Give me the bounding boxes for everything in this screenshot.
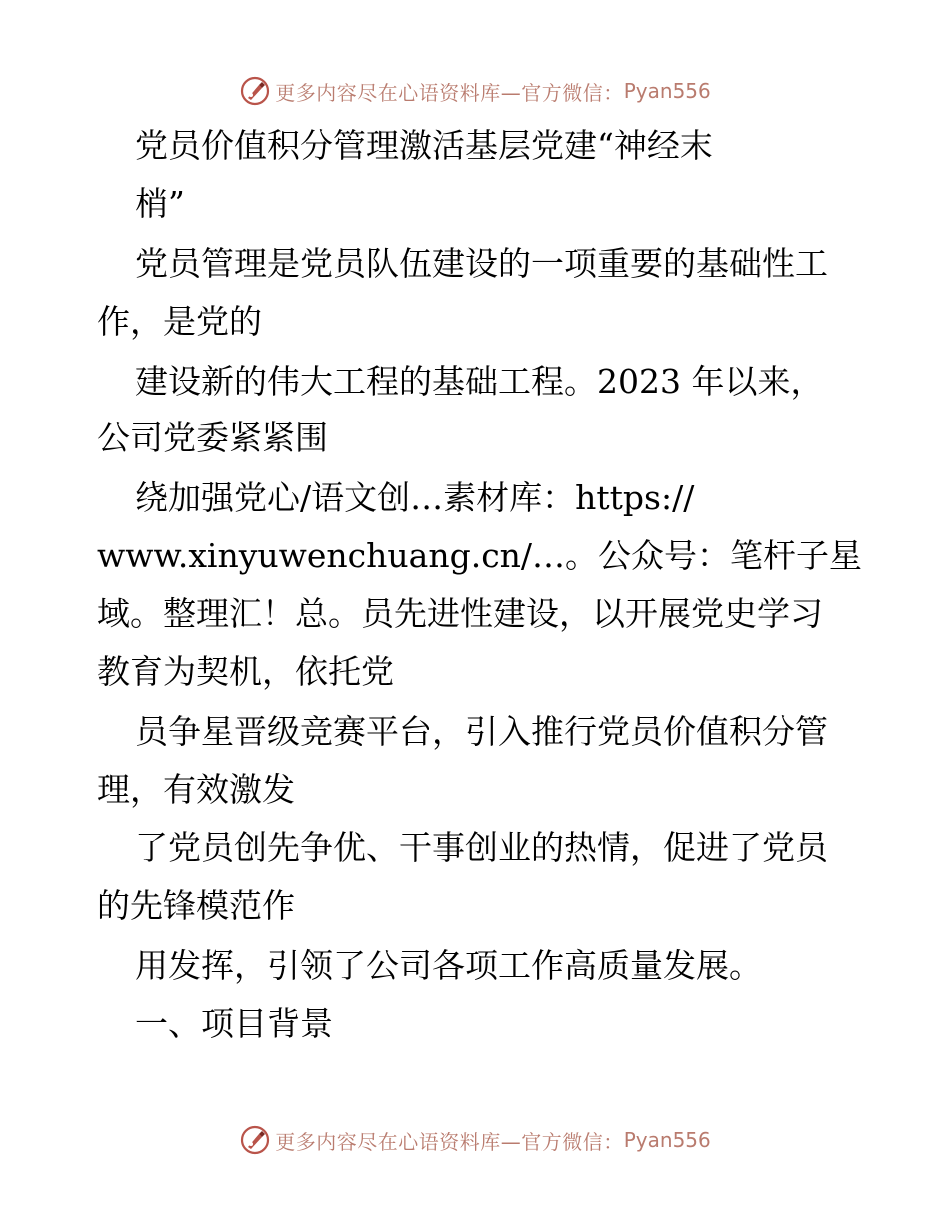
paragraph-line: 用发挥，引领了公司各项工作高质量发展。: [135, 946, 762, 985]
paragraph-line: 的先锋模范作: [97, 886, 295, 925]
title-line-1: 党员价值积分管理激活基层党建“神经末: [135, 126, 713, 165]
watermark-text: 更多内容尽在心语资料库—官方微信：: [275, 80, 624, 105]
footer-watermark: [0, 1123, 950, 1157]
paragraph-line: 教育为契机，依托党: [97, 652, 394, 691]
watermark-wechat-id: Pyan556: [623, 1128, 711, 1152]
paragraph-line: 作，是党的: [97, 302, 262, 341]
watermark-wechat-id: Pyan556: [623, 79, 711, 103]
paragraph-line: 建设新的伟大工程的基础工程。2023 年以来，: [135, 362, 824, 401]
paragraph-line: 域。整理汇！总。员先进性建设，以开展党史学习: [97, 594, 823, 633]
header-watermark: [0, 74, 950, 108]
paragraph-line: 员争星晋级竞赛平台，引入推行党员价值积分管: [135, 712, 828, 751]
section-heading: 一、项目背景: [135, 1004, 333, 1043]
pen-logo-icon: [239, 75, 271, 107]
paragraph-line: 公司党委紧紧围: [97, 418, 328, 457]
paragraph-line: 理，有效激发: [97, 770, 295, 809]
paragraph-line: www.xinyuwenchuang.cn/…。公众号：笔杆子星: [97, 536, 863, 575]
paragraph-line: 党员管理是党员队伍建设的一项重要的基础性工: [135, 244, 828, 283]
paragraph-line: 绕加强党心/语文创…素材库：https://: [135, 478, 695, 517]
title-line-2: 梢”: [135, 184, 185, 223]
paragraph-line: 了党员创先争优、干事创业的热情，促进了党员: [135, 828, 828, 867]
pen-logo-icon: [239, 1124, 271, 1156]
watermark-text: 更多内容尽在心语资料库—官方微信：: [275, 1129, 624, 1154]
